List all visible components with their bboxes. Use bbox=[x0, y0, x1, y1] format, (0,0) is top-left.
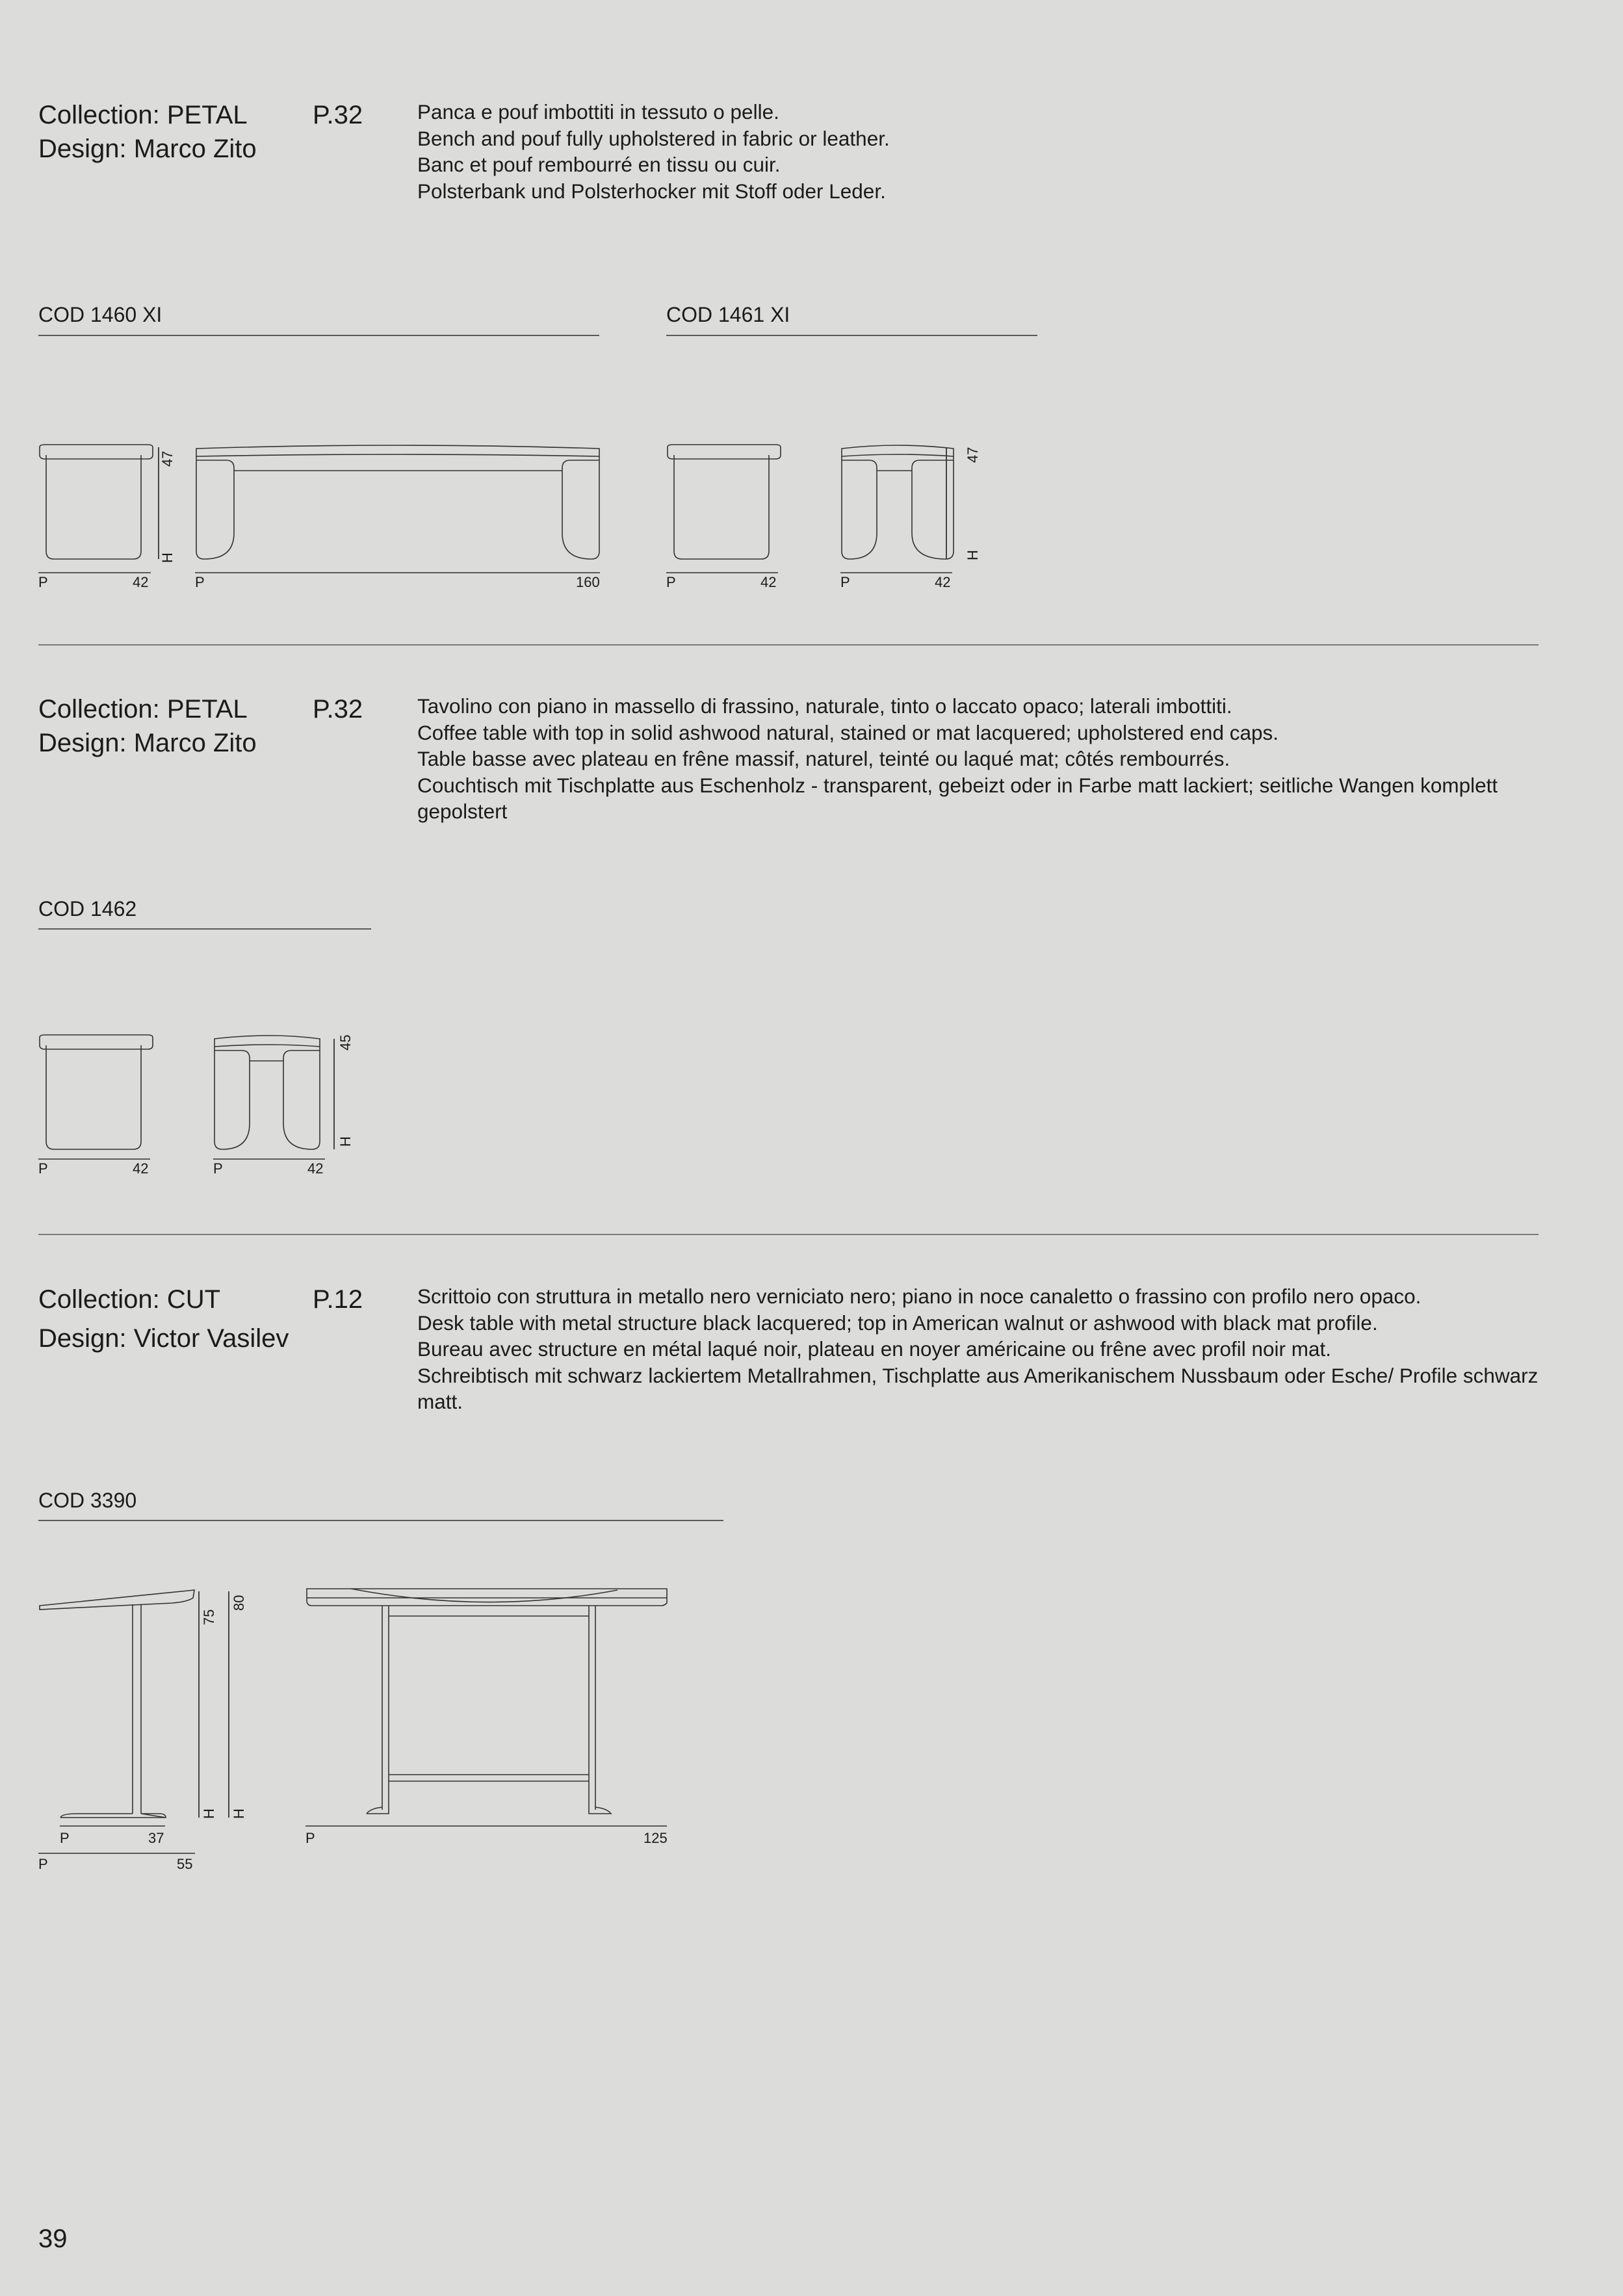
product-code-1460: COD 1460 XI bbox=[38, 303, 162, 326]
product-code-1461: COD 1461 XI bbox=[666, 303, 790, 326]
section-divider bbox=[38, 644, 1539, 646]
desc-fr: Banc et pouf rembourré en tissu ou cuir. bbox=[417, 153, 781, 176]
dim-length-value: 160 bbox=[576, 574, 600, 590]
desc-fr: Bureau avec structure en métal laqué noir, plateau en noyer américaine ou frêne avec profil noir mat. bbox=[417, 1337, 1332, 1361]
section-3-description bbox=[417, 1283, 1545, 1415]
dim-p-inner-value: 37 bbox=[148, 1830, 164, 1846]
section-3-page-ref: P.12 bbox=[313, 1285, 363, 1314]
section-1-collection: Collection: PETAL bbox=[38, 101, 248, 129]
dim-p-value: 42 bbox=[760, 574, 777, 590]
coffee-table-front-drawing bbox=[213, 1032, 343, 1162]
desk-side-drawing bbox=[38, 1586, 259, 1827]
dim-line bbox=[195, 572, 600, 573]
desc-de: Polsterbank und Polsterhocker mit Stoff oder Leder. bbox=[417, 179, 886, 203]
desc-de: Schreibtisch mit schwarz lackiertem Metallrahmen, Tischplatte aus Amerikanischem Nussbaum oder Esche/ Profile schwarz matt. bbox=[417, 1363, 1539, 1413]
dim-p-inner-label: P bbox=[60, 1830, 70, 1846]
code-underline bbox=[38, 1520, 723, 1521]
dim-line bbox=[60, 1825, 165, 1827]
dim-h-value: 47 bbox=[159, 450, 175, 467]
dim-h1-label: H bbox=[201, 1808, 217, 1819]
product-code-1462: COD 1462 bbox=[38, 897, 137, 920]
dim-line bbox=[666, 572, 778, 573]
dim-line bbox=[305, 1825, 667, 1827]
section-2-description bbox=[417, 693, 1545, 825]
dim-line bbox=[38, 1158, 150, 1160]
dim-p-label: P bbox=[195, 574, 205, 590]
dim-p-label: P bbox=[38, 574, 48, 590]
dim-width-label: P bbox=[305, 1830, 315, 1846]
section-3-collection: Collection: CUT bbox=[38, 1285, 221, 1314]
desc-en: Coffee table with top in solid ashwood natural, stained or mat lacquered; upholstered end caps. bbox=[417, 720, 1279, 744]
dim-h-value: 47 bbox=[965, 447, 981, 463]
dim-p-value: 42 bbox=[307, 1160, 324, 1177]
dim-line bbox=[38, 1853, 195, 1854]
dim-h1-value: 75 bbox=[201, 1609, 217, 1625]
dim-h2-value: 80 bbox=[231, 1595, 247, 1611]
dim-p-label: P bbox=[840, 574, 850, 590]
dim-p-label: P bbox=[666, 574, 676, 590]
product-code-3390: COD 3390 bbox=[38, 1489, 137, 1512]
desk-front-drawing bbox=[305, 1586, 669, 1827]
dim-p-value: 42 bbox=[935, 574, 951, 590]
dim-line bbox=[38, 572, 151, 573]
bench-side-drawing bbox=[38, 442, 162, 572]
section-2-designer: Design: Marco Zito bbox=[38, 729, 257, 757]
section-1-designer: Design: Marco Zito bbox=[38, 135, 257, 163]
dim-h-label: H bbox=[159, 553, 175, 563]
dim-p-value: 42 bbox=[133, 574, 149, 590]
section-3-designer: Design: Victor Vasilev bbox=[38, 1324, 289, 1353]
desc-it: Tavolino con piano in massello di frassino, naturale, tinto o laccato opaco; laterali imbottiti. bbox=[417, 694, 1232, 718]
dim-h-label: H bbox=[337, 1136, 354, 1147]
desc-en: Desk table with metal structure black lacquered; top in American walnut or ashwood with black mat profile. bbox=[417, 1311, 1378, 1335]
pouf-side-drawing bbox=[666, 442, 783, 572]
desc-it: Panca e pouf imbottiti in tessuto o pelle. bbox=[417, 100, 779, 124]
code-underline bbox=[38, 928, 371, 930]
dim-h2-label: H bbox=[231, 1808, 247, 1819]
code-underline bbox=[38, 335, 599, 336]
dim-line bbox=[213, 1158, 325, 1160]
desc-it: Scrittoio con struttura in metallo nero verniciato nero; piano in noce canaletto o frassino con profilo nero opaco. bbox=[417, 1285, 1422, 1308]
section-2-page-ref: P.32 bbox=[313, 695, 363, 724]
desc-fr: Table basse avec plateau en frêne massif, naturel, teinté ou laqué mat; côtés rembourrés. bbox=[417, 747, 1230, 770]
coffee-table-side-drawing bbox=[38, 1032, 155, 1162]
section-divider bbox=[38, 1234, 1539, 1235]
dim-h-label: H bbox=[965, 550, 981, 560]
dim-p-value: 42 bbox=[133, 1160, 149, 1177]
dim-p-outer-label: P bbox=[38, 1856, 48, 1872]
dim-p-label: P bbox=[213, 1160, 223, 1177]
bench-front-drawing bbox=[195, 442, 601, 572]
desc-de: Couchtisch mit Tischplatte aus Eschenholz - transparent, gebeizt oder in Farbe matt lackiert; seitliche Wangen komplett gepolstert bbox=[417, 773, 1498, 823]
section-1-page-ref: P.32 bbox=[313, 101, 363, 129]
desc-en: Bench and pouf fully upholstered in fabric or leather. bbox=[417, 126, 890, 150]
dim-p-outer-value: 55 bbox=[177, 1856, 193, 1872]
dim-p-label: P bbox=[38, 1160, 48, 1177]
dim-h-value: 45 bbox=[337, 1034, 354, 1050]
dim-width-value: 125 bbox=[643, 1830, 668, 1846]
code-underline bbox=[666, 335, 1037, 336]
section-1-description bbox=[417, 99, 1545, 204]
dim-line bbox=[840, 572, 952, 573]
section-2-collection: Collection: PETAL bbox=[38, 695, 248, 724]
page-number: 39 bbox=[38, 2224, 68, 2253]
pouf-front-drawing bbox=[840, 442, 970, 572]
